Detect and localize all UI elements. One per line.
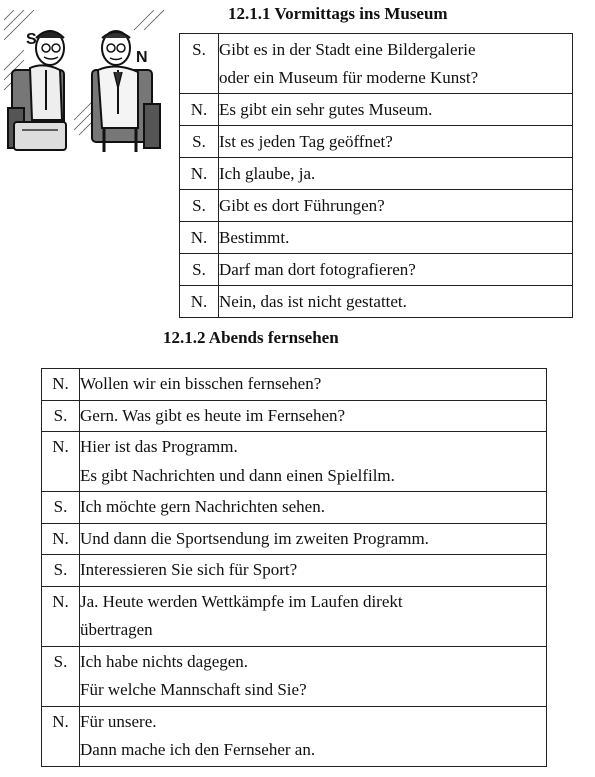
utterance-cell bbox=[219, 254, 573, 286]
dialogue-row bbox=[180, 286, 573, 318]
utterance-line: Ich möchte gern Nachrichten sehen. bbox=[80, 497, 325, 516]
utterance-line: Hier ist das Programm. bbox=[80, 437, 238, 456]
speaker-cell: S. bbox=[42, 400, 80, 432]
speaker-cell: S. bbox=[180, 254, 219, 286]
utterance-cell bbox=[219, 34, 573, 94]
utterance-line: Und dann die Sportsendung im zweiten Programm. bbox=[80, 528, 429, 548]
utterance-cell bbox=[219, 222, 573, 254]
speaker-cell: S. bbox=[180, 34, 219, 94]
dialogue-row bbox=[180, 254, 573, 286]
utterance-line: Ich habe nichts dagegen. bbox=[80, 651, 249, 671]
speaker-cell: S. bbox=[180, 126, 219, 158]
utterance-line: Es gibt ein sehr gutes Museum. bbox=[219, 100, 433, 119]
dialogue-row bbox=[42, 706, 547, 766]
utterance-line: Ich glaube, ja. bbox=[219, 164, 316, 183]
speaker-n-label: N bbox=[136, 49, 148, 66]
utterance-cell bbox=[80, 523, 547, 555]
section-2-heading: 12.1.2 Abends fernsehen bbox=[163, 328, 339, 347]
utterance-line: Für unsere. bbox=[80, 711, 157, 731]
utterance-cell bbox=[80, 492, 547, 524]
utterance-cell bbox=[80, 369, 547, 401]
dialogue-row bbox=[180, 34, 573, 94]
utterance-line: Gibt es dort Führungen? bbox=[219, 196, 385, 215]
utterance-cell bbox=[219, 190, 573, 222]
dialogue-row bbox=[180, 126, 573, 158]
dialogue-row bbox=[42, 523, 547, 555]
utterance-cell bbox=[219, 94, 573, 126]
dialogue-row bbox=[42, 646, 547, 706]
utterance-line: oder ein Museum für moderne Kunst? bbox=[219, 68, 479, 87]
dialogue-row bbox=[180, 190, 573, 222]
utterance-line: Darf man dort fotografieren? bbox=[219, 260, 416, 279]
dialogue-row bbox=[42, 586, 547, 646]
dialogue-row bbox=[42, 555, 547, 587]
utterance-cell bbox=[80, 706, 547, 766]
speaker-cell: N. bbox=[42, 586, 80, 646]
dialogue-row bbox=[180, 158, 573, 190]
speaker-cell: N. bbox=[180, 286, 219, 318]
speaker-s-label: S bbox=[26, 31, 37, 48]
section-1-heading: 12.1.1 Vormittags ins Museum bbox=[228, 4, 448, 23]
utterance-cell bbox=[219, 126, 573, 158]
utterance-line: übertragen bbox=[80, 620, 153, 639]
utterance-cell bbox=[80, 555, 547, 587]
cartoon-illustration bbox=[4, 10, 164, 160]
speaker-cell: N. bbox=[42, 706, 80, 766]
speaker-cell: N. bbox=[42, 369, 80, 401]
speaker-cell: N. bbox=[180, 94, 219, 126]
speaker-cell: S. bbox=[180, 190, 219, 222]
utterance-line: Nein, das ist nicht gestattet. bbox=[219, 292, 407, 311]
speaker-cell: S. bbox=[42, 646, 80, 706]
utterance-line: Gibt es in der Stadt eine Bildergalerie bbox=[219, 40, 476, 59]
dialogue-row bbox=[42, 369, 547, 401]
dialogue-row bbox=[180, 222, 573, 254]
speaker-cell: N. bbox=[42, 432, 80, 492]
dialogue-row bbox=[180, 94, 573, 126]
dialogue-table-tv bbox=[41, 368, 547, 767]
utterance-line: Ist es jeden Tag geöffnet? bbox=[219, 132, 393, 151]
speaker-cell: S. bbox=[42, 492, 80, 524]
utterance-line: Gern. Was gibt es heute im Fernsehen? bbox=[80, 405, 346, 425]
utterance-line: Interessieren Sie sich für Sport? bbox=[80, 560, 298, 579]
utterance-line: Ja. Heute werden Wettkämpfe im Laufen direkt bbox=[80, 591, 403, 611]
speaker-cell: S. bbox=[42, 555, 80, 587]
dialogue-row bbox=[42, 432, 547, 492]
utterance-line: Bestimmt. bbox=[219, 228, 290, 247]
dialogue-row bbox=[42, 400, 547, 432]
utterance-cell bbox=[80, 586, 547, 646]
two-men-seated-drawing bbox=[4, 10, 164, 160]
utterance-cell bbox=[219, 286, 573, 318]
utterance-line: Wollen wir ein bisschen fernsehen? bbox=[80, 374, 322, 393]
speaker-cell: N. bbox=[42, 523, 80, 555]
speaker-cell: N. bbox=[180, 158, 219, 190]
dialogue-table-museum bbox=[179, 33, 573, 318]
utterance-line: Für welche Mannschaft sind Sie? bbox=[80, 680, 307, 699]
utterance-line: Es gibt Nachrichten und dann einen Spielfilm. bbox=[80, 465, 395, 485]
utterance-cell bbox=[80, 646, 547, 706]
utterance-line: Dann mache ich den Fernseher an. bbox=[80, 740, 316, 759]
utterance-cell bbox=[80, 432, 547, 492]
utterance-cell bbox=[219, 158, 573, 190]
dialogue-row bbox=[42, 492, 547, 524]
utterance-cell bbox=[80, 400, 547, 432]
speaker-cell: N. bbox=[180, 222, 219, 254]
